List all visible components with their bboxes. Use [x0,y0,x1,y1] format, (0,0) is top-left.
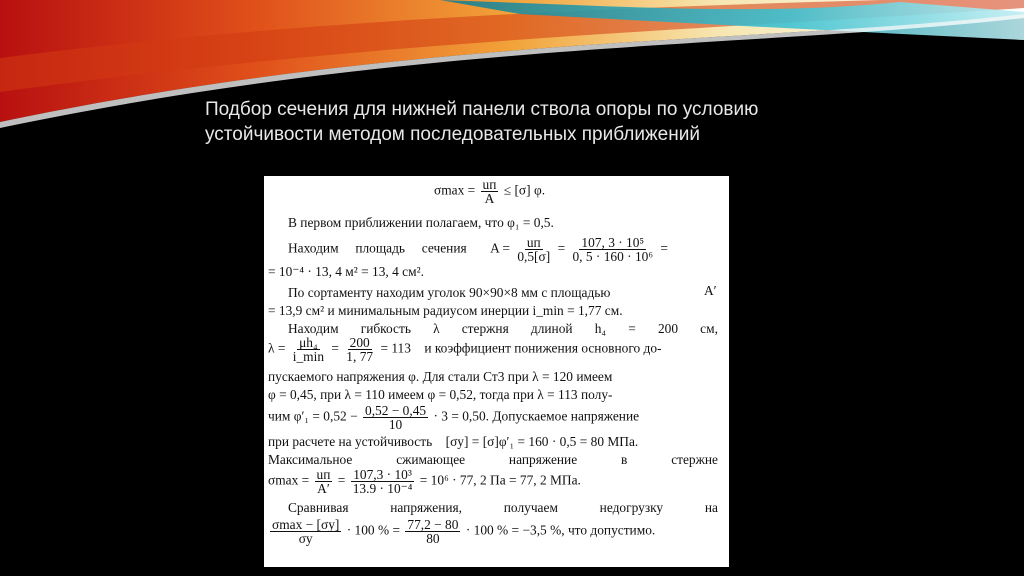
phi-interpolation-formula [268,404,639,431]
fraction [570,236,655,263]
fraction [344,336,375,363]
fraction [315,468,333,495]
text-word: сечения [421,240,467,256]
formula-text: A = [490,240,510,256]
text-word: напряжение [508,452,578,467]
fraction [291,336,326,363]
numerator: 200 [349,335,370,350]
formula-text: · 100 % = [346,522,401,538]
fraction [405,518,460,545]
text-word: напряжения, [390,500,463,515]
max-stress-intro-line [268,452,718,468]
numerator: 77,2 − 80 [407,517,459,532]
text-word: λ [433,321,440,336]
formula-text: σmax = [268,472,310,488]
numerator: uп [316,467,331,482]
text-word: 200 [657,321,679,336]
interpolation-line: φ = 0,45, при λ = 110 имеем φ = 0,52, тогда при λ = 113 полу- [268,387,613,402]
profile-selection-line [288,285,610,301]
formula-text: · 100 % = −3,5 %, что допустимо. [465,522,656,538]
denominator: σу [298,531,313,546]
formula-text: = [337,472,346,488]
formula-text: = 10⁶ · 77, 2 Па = 77, 2 МПа. [419,472,581,488]
comparison-intro-line [288,500,718,516]
fraction [351,468,415,495]
allowable-stress-line [268,434,638,450]
text-word: сжимающее [396,452,466,467]
scanned-textbook-page [264,176,729,567]
profile-properties-line: = 13,9 см² и минимальным радиусом инерции i_min = 1,77 см. [268,303,623,318]
numerator: uп [482,177,497,192]
formula-text: [σу] = [σ]φ′₁ = 160 · 0,5 = 80 МПа. [445,434,639,449]
formula-stability-condition [434,178,545,205]
slide-title-line-2: устойчивости методом последовательных приближений [205,124,700,145]
underload-formula [268,518,655,545]
steel-coefficient-line: пускаемого напряжения φ. Для стали Ст3 при λ = 120 имеем [268,369,613,384]
formula-text: = [331,340,339,356]
denominator: A [484,191,495,206]
text-word: Сравнивая [288,500,349,515]
denominator: 0, 5 · 160 · 10⁶ [572,249,654,264]
fraction [270,518,341,545]
formula-text: λ = [268,340,286,356]
area-result-line: = 10⁻⁴ · 13, 4 м² = 13, 4 см². [268,264,424,279]
denominator: A′ [317,481,330,496]
denominator: 1, 77 [346,349,374,364]
slide-title [205,97,845,147]
text-word: Максимальное [268,452,353,467]
numerator: 107, 3 · 10⁵ [581,235,645,250]
text-word: получаем [503,500,558,515]
text-word: Находим [288,321,339,336]
numerator: uп [526,235,541,250]
text-word: в [621,452,628,467]
text-span: · 3 = 0,50. Допускаемое напряжение [433,408,640,424]
fraction [515,236,552,263]
numerator: μh₄ [299,335,318,350]
denominator: 80 [426,531,440,546]
text-span: и коэффициент понижения основного до- [424,340,662,356]
text-word: недогрузку [599,500,664,515]
fraction [363,404,428,431]
text-word: гибкость [360,321,411,336]
numerator: σmax − [σу] [272,517,340,532]
numerator: 107,3 · 10³ [353,467,412,482]
area-symbol: A′ [704,283,717,298]
text-word: стержне [671,452,718,467]
formula-text: чим φ′₁ = 0,52 − [268,408,358,424]
first-approximation-line: В первом приближении полагаем, что φ₁ = 0,5. [288,215,554,230]
formula-text: = [557,240,566,256]
denominator: 10 [388,417,403,432]
text-word: длиной [530,321,573,336]
area-formula-line [288,236,668,263]
denominator: i_min [292,349,325,364]
slenderness-formula-line [268,336,662,363]
fraction [481,178,499,205]
text-word: стержня [461,321,509,336]
text-span: при расчете на устойчивость [268,434,433,449]
text-word: h₄ [594,321,607,336]
text-word: Находим [288,240,339,256]
numerator: 0,52 − 0,45 [365,403,427,418]
text-span: По сортаменту находим уголок 90×90×8 мм с площадью [288,285,611,300]
text-word: = [628,321,636,336]
formula-text: = 113 [380,340,411,356]
text-word: площадь [355,240,406,256]
denominator: 0,5[σ] [517,249,551,264]
slide-title-line-1: Подбор сечения для нижней панели ствола опоры по условию [205,99,759,120]
text-word: см, [700,321,718,336]
formula-text: ≤ [σ] φ. [503,182,546,198]
text-word: на [704,500,718,515]
denominator: 13.9 · 10⁻⁴ [352,481,413,496]
max-stress-formula [268,468,581,495]
formula-text: σmax = [434,182,476,198]
formula-text: = [660,240,668,256]
